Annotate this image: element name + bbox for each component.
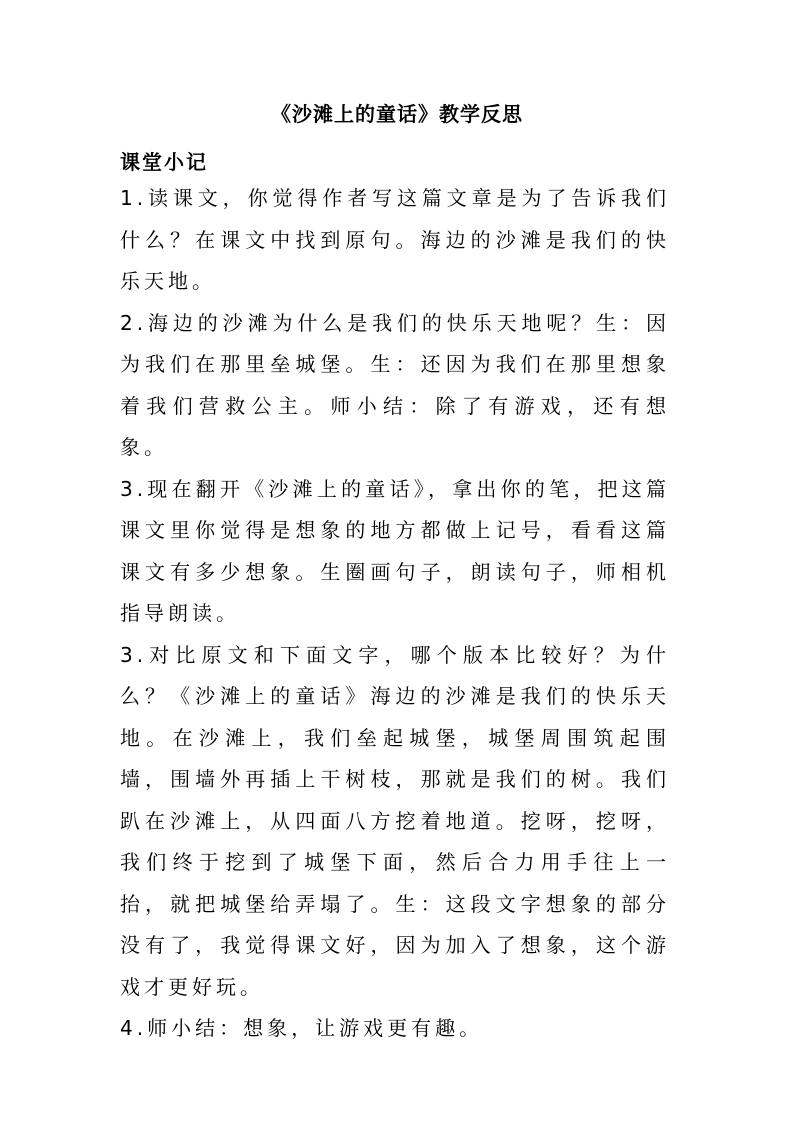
paragraph-2: 2.海边的沙滩为什么是我们的快乐天地呢？生：因为我们在那里垒城堡。生：还因为我们在那里想象着我们营救公主。师小结：除了有游戏，还有想象。 [120,310,670,459]
paragraph-5: 4.师小结：想象，让游戏更有趣。 [120,1016,484,1040]
section-heading: 课堂小记 [120,150,208,174]
paragraph-3: 3.现在翻开《沙滩上的童话》，拿出你的笔，把这篇课文里你觉得是想象的地方都做上记号，看看这篇课文有多少想象。生圈画句子，朗读句子，师相机指导朗读。 [120,476,670,625]
paragraph-1: 1.读课文，你觉得作者写这篇文章是为了告诉我们什么？在课文中找到原句。海边的沙滩是我们的快乐天地。 [120,186,670,293]
body-text [120,178,670,1050]
paragraph-4: 3.对比原文和下面文字，哪个版本比较好？为什么？《沙滩上的童话》海边的沙滩是我们的快乐天地。在沙滩上，我们垒起城堡，城堡周围筑起围墙，围墙外再插上干树枝，那就是我们的树。我们趴在沙滩上，从四面八方挖着地道。挖呀，挖呀，我们终于挖到了城堡下面，然后合力用手往上一抬，就把城堡给弄塌了。生：这段文字想象的部分没有了，我觉得课文好，因为加入了想象，这个游戏才更好玩。 [120,642,670,999]
page-title: 《沙滩上的童话》教学反思 [271,102,523,126]
